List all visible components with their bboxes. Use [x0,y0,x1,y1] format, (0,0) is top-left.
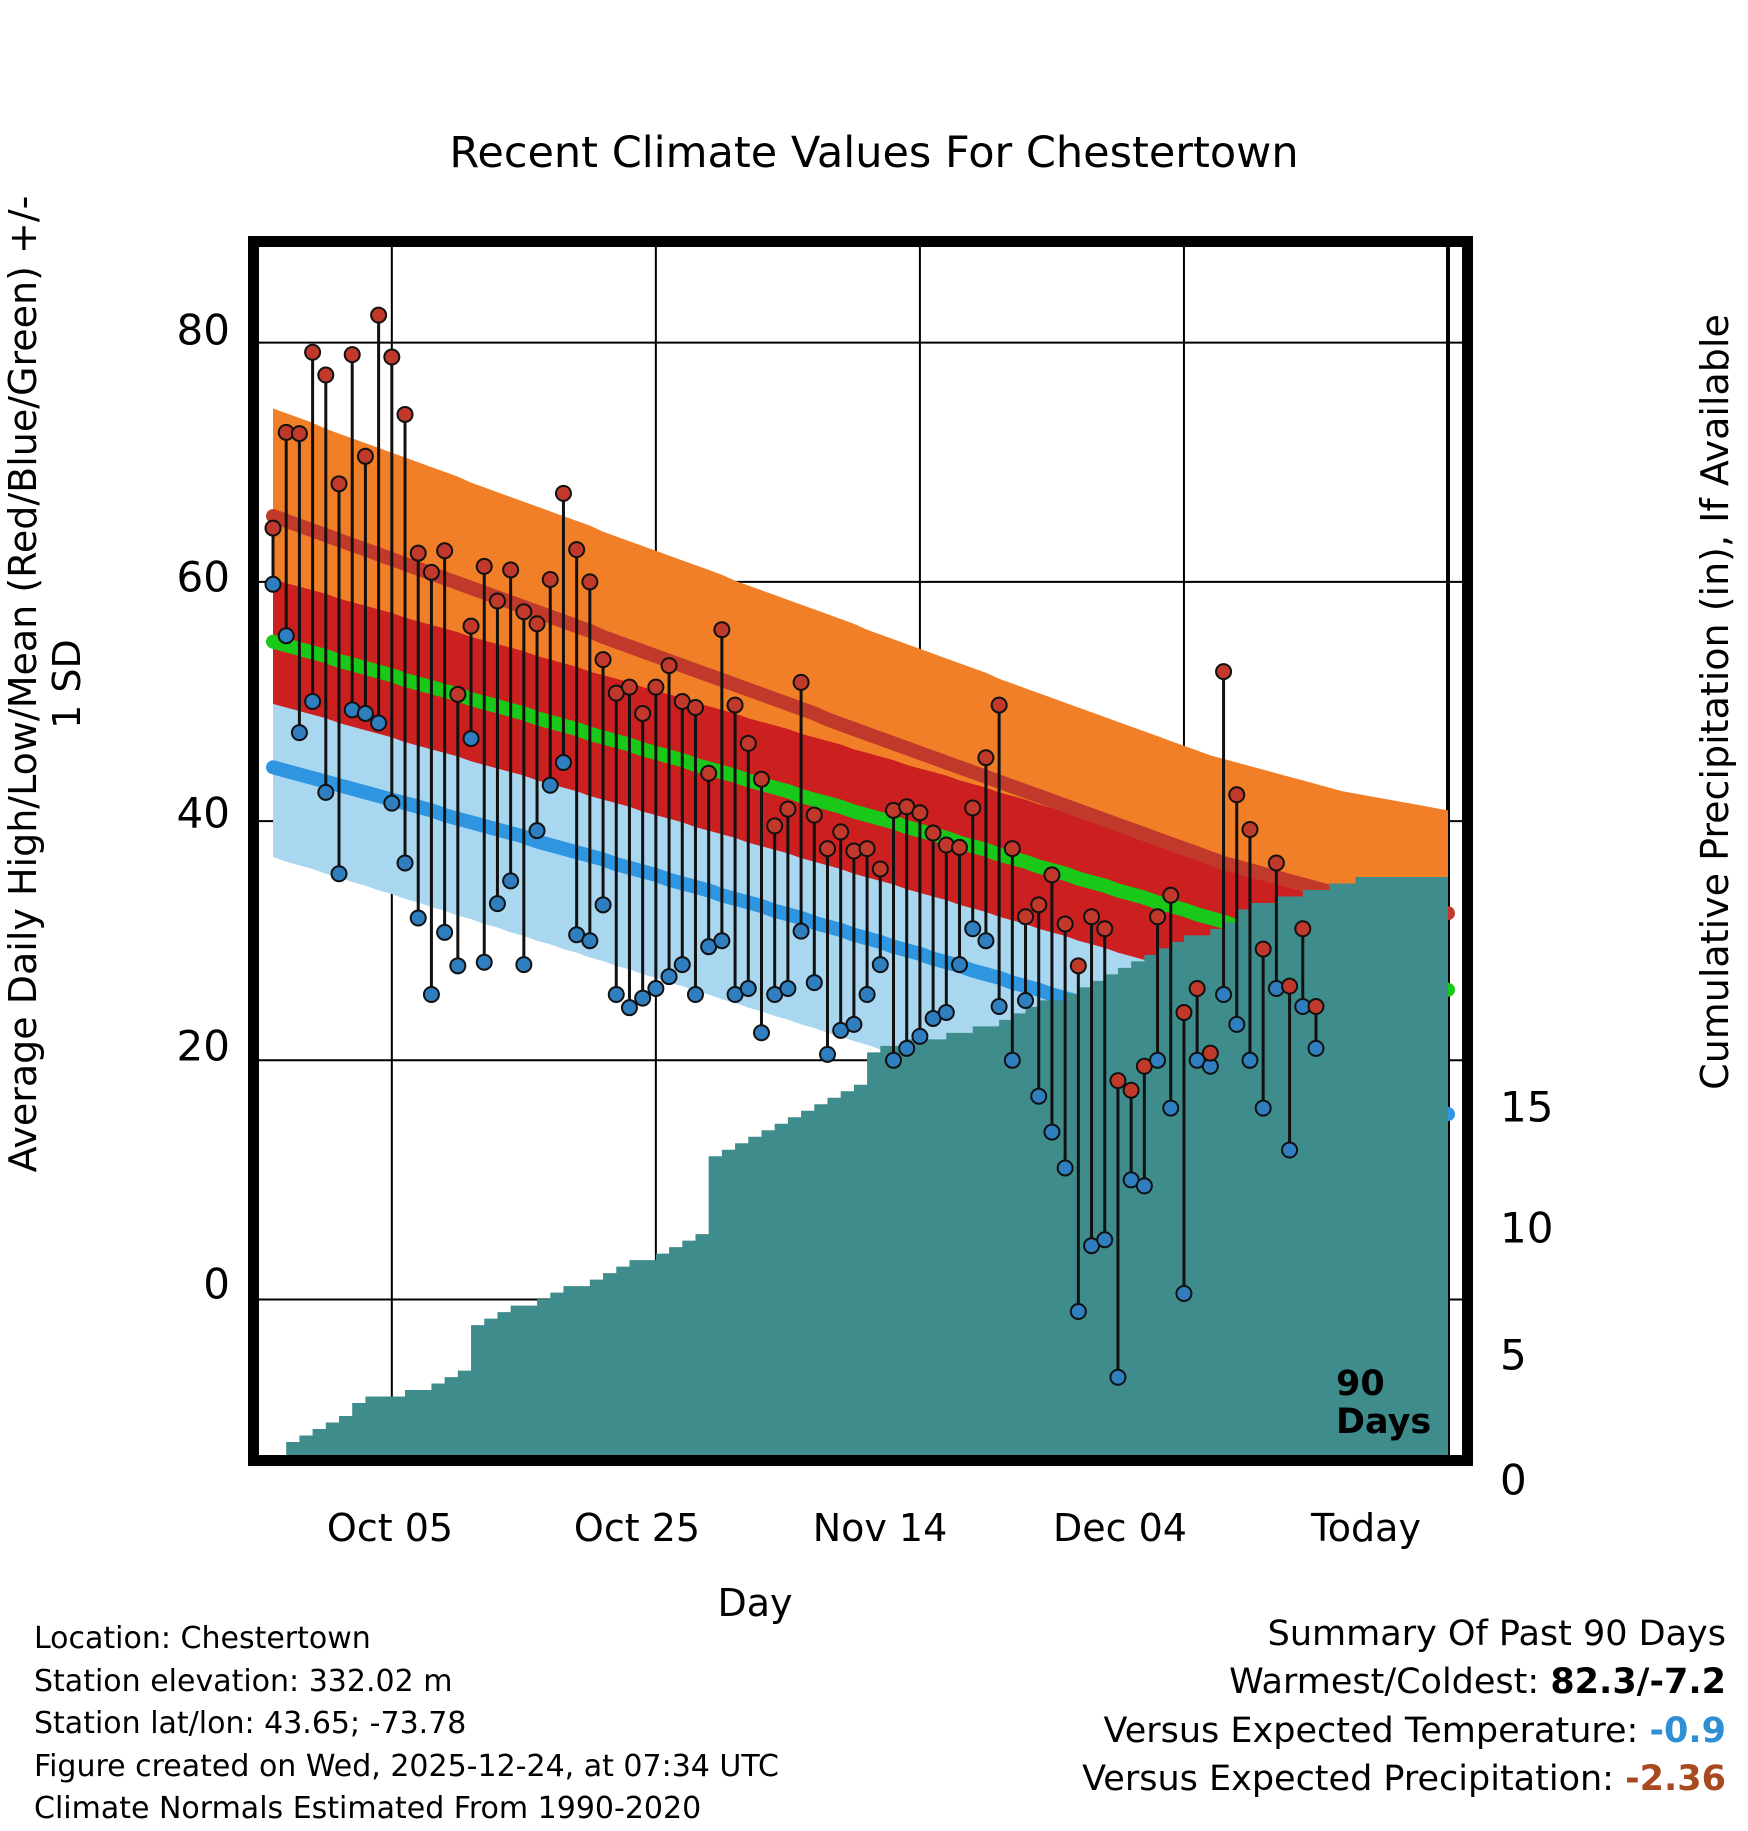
y-tick-left-20: 20 [176,1021,230,1071]
vs-precip-value: -2.36 [1625,1758,1726,1799]
summary-warmest-coldest [1082,1658,1726,1706]
y-tick-right-0: 0 [1500,1455,1527,1505]
vs-temp-value: -0.9 [1649,1710,1726,1751]
figure-created: Figure created on Wed, 2025-12-24, at 07:34 UTC [34,1748,779,1784]
station-elevation: Station elevation: 332.02 m [34,1663,453,1699]
vs-precip-label: Versus Expected Precipitation: [1082,1758,1614,1799]
y-tick-right-5: 5 [1500,1330,1527,1380]
x-tick-dec-04: Dec 04 [1053,1506,1187,1550]
x-tick-today: Today [1311,1506,1421,1550]
x-tick-oct-05: Oct 05 [326,1506,454,1550]
x-tick-oct-25: Oct 25 [573,1506,701,1550]
ninety-days-annotation [1336,1366,1431,1442]
y-tick-left-0: 0 [203,1259,230,1309]
ninety-days-line2: Days [1336,1401,1432,1442]
climate-normals: Climate Normals Estimated From 1990-2020 [34,1791,702,1827]
warmest-coldest-value: 82.3/-7.2 [1550,1662,1726,1703]
y-axis-left-label: Average Daily High/Low/Mean (Red/Blue/Green) +/- 1 SD [1,195,89,1173]
plot-area [248,236,1473,1466]
y-tick-left-80: 80 [176,305,230,355]
warmest-coldest-label: Warmest/Coldest: [1229,1662,1540,1703]
ninety-days-line1: 90 [1336,1364,1385,1404]
y-tick-left-40: 40 [176,788,230,838]
summary-vs-temp [1082,1707,1726,1755]
station-info [34,1618,779,1831]
y-tick-right-15: 15 [1500,1082,1554,1132]
y-tick-right-10: 10 [1500,1203,1554,1253]
climate-chart-svg [259,247,1462,1455]
station-latlon: Station lat/lon: 43.65; -73.78 [34,1706,467,1742]
x-tick-nov-14: Nov 14 [812,1506,948,1550]
summary-panel [1082,1610,1726,1803]
x-axis-label: Day [717,1581,793,1625]
summary-heading: Summary Of Past 90 Days [1267,1614,1726,1654]
vs-temp-label: Versus Expected Temperature: [1103,1710,1639,1751]
summary-vs-precip [1082,1755,1726,1803]
y-axis-right-label: Cumulative Precipitation (in), If Available [1693,314,1737,1090]
station-location: Location: Chestertown [34,1621,371,1656]
y-tick-left-60: 60 [176,552,230,602]
chart-title: Recent Climate Values For Chestertown [449,128,1299,178]
